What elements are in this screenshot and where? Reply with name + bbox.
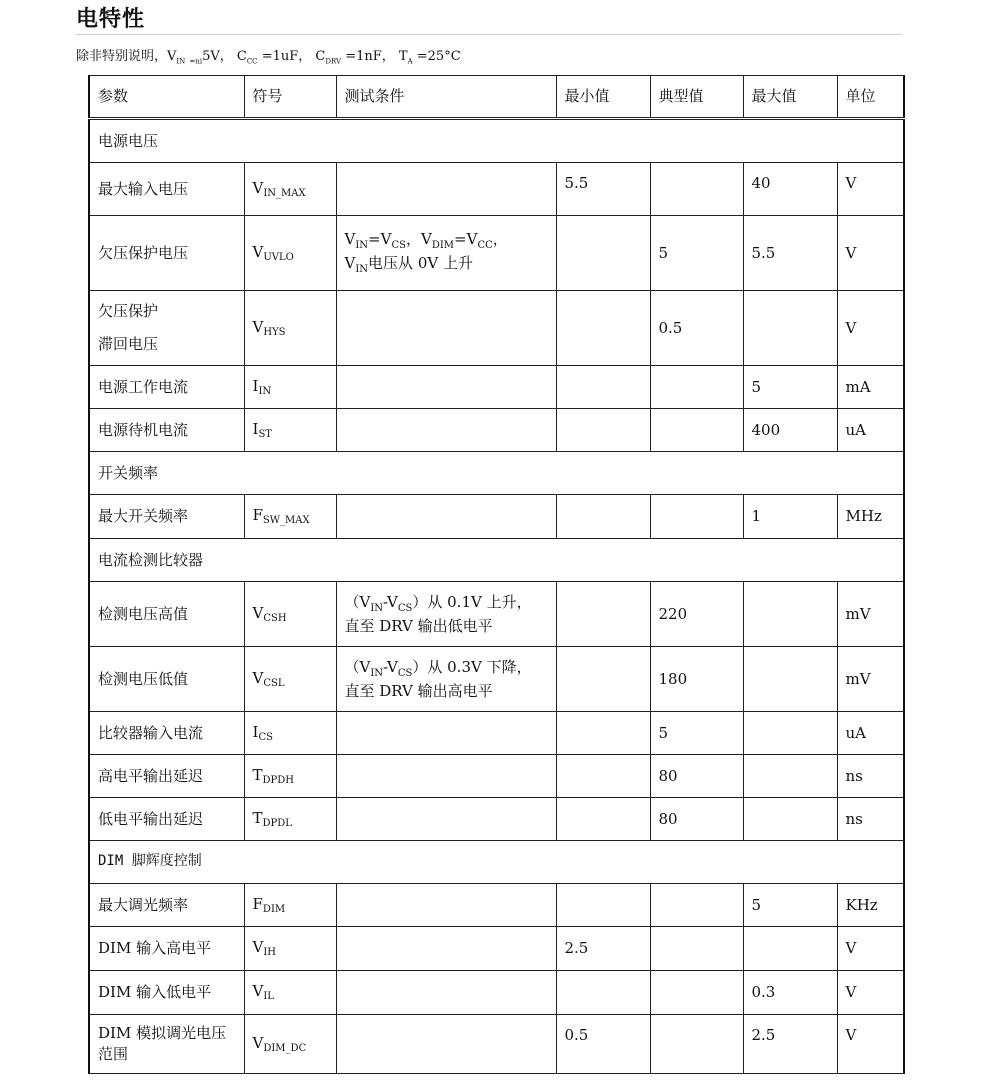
max-cell: 400 <box>743 409 837 452</box>
typ-cell: 5 <box>650 712 743 755</box>
unit-cell: V <box>837 291 904 366</box>
max-cell <box>743 712 837 755</box>
max-cell <box>743 291 837 366</box>
symbol-cell: $V_{DIM\_DC}$ <box>244 1015 336 1074</box>
test-conditions-note: 除非特别说明，$V_{IN}$ $_{=ni}$5V， $C_{CC} =1uF$， $C_{DRV} =1nF$， $T_A =25^\circ C$ <box>76 49 461 66</box>
symbol-cell: $T_{DPDH}$ <box>244 755 336 798</box>
typ-cell: 5 <box>650 216 743 291</box>
unit-cell: mA <box>837 366 904 409</box>
typ-cell: 220 <box>650 582 743 647</box>
header-condition: 测试条件 <box>336 76 556 119</box>
unit-cell: ns <box>837 798 904 841</box>
header-min: 最小值 <box>556 76 650 119</box>
typ-cell <box>650 927 743 971</box>
table-row <box>89 647 904 712</box>
condition-cell <box>336 884 556 927</box>
param-cell: 电源待机电流 <box>89 409 244 452</box>
unit-cell: uA <box>837 712 904 755</box>
symbol-cell: $I_{CS}$ <box>244 712 336 755</box>
typ-cell <box>650 971 743 1015</box>
symbol-cell: $V_{IL}$ <box>244 971 336 1015</box>
unit-cell: V <box>837 216 904 291</box>
symbol-cell: $V_{IH}$ <box>244 927 336 971</box>
param-cell: DIM 输入低电平 <box>89 971 244 1015</box>
table-row <box>89 1015 904 1074</box>
min-cell <box>556 291 650 366</box>
condition-cell <box>336 495 556 539</box>
typ-cell: 80 <box>650 798 743 841</box>
symbol-cell: $V_{CSH}$ <box>244 582 336 647</box>
max-cell <box>743 647 837 712</box>
condition-cell <box>336 798 556 841</box>
condition-cell: $(V_{IN}-V_{CS})$从 0.1V 上升， 直至 DRV 输出低电平 <box>336 582 556 647</box>
typ-cell: 80 <box>650 755 743 798</box>
min-cell <box>556 495 650 539</box>
symbol-cell: $V_{CSL}$ <box>244 647 336 712</box>
section-row-dim <box>89 841 904 884</box>
max-cell: 5 <box>743 884 837 927</box>
max-cell <box>743 755 837 798</box>
table-row <box>89 971 904 1015</box>
typ-cell <box>650 366 743 409</box>
header-param: 参数 <box>89 76 244 119</box>
section-label: 电流检测比较器 <box>89 539 904 582</box>
max-cell: 2.5 <box>743 1015 837 1074</box>
unit-cell: uA <box>837 409 904 452</box>
table-row <box>89 163 904 216</box>
section-title: 电特性 <box>76 7 146 32</box>
typ-cell: 0.5 <box>650 291 743 366</box>
min-cell <box>556 216 650 291</box>
table-row <box>89 798 904 841</box>
table-row <box>89 409 904 452</box>
max-cell: 1 <box>743 495 837 539</box>
header-typ: 典型值 <box>650 76 743 119</box>
unit-cell: V <box>837 163 904 216</box>
param-cell: 高电平输出延迟 <box>89 755 244 798</box>
param-cell: 欠压保护 滞回电压 <box>89 291 244 366</box>
min-cell <box>556 366 650 409</box>
max-cell <box>743 582 837 647</box>
unit-cell: mV <box>837 647 904 712</box>
max-cell: 40 <box>743 163 837 216</box>
table-row <box>89 712 904 755</box>
min-cell <box>556 884 650 927</box>
table-row <box>89 495 904 539</box>
section-label: DIM 脚辉度控制 <box>89 841 904 884</box>
max-cell <box>743 927 837 971</box>
param-cell: 比较器输入电流 <box>89 712 244 755</box>
param-cell: DIM 模拟调光电压范围 <box>89 1015 244 1074</box>
symbol-cell: $F_{SW\_MAX}$ <box>244 495 336 539</box>
table-row <box>89 755 904 798</box>
min-cell: 5.5 <box>556 163 650 216</box>
symbol-cell: $T_{DPDL}$ <box>244 798 336 841</box>
condition-cell: $(V_{IN}-V_{CS})$从 0.3V 下降， 直至 DRV 输出高电平 <box>336 647 556 712</box>
table-row <box>89 582 904 647</box>
min-cell <box>556 409 650 452</box>
electrical-characteristics-table <box>88 75 905 1074</box>
section-row-switch <box>89 452 904 495</box>
section-row-comparator <box>89 539 904 582</box>
symbol-cell: $F_{DIM}$ <box>244 884 336 927</box>
min-cell <box>556 971 650 1015</box>
table-row <box>89 927 904 971</box>
condition-cell <box>336 1015 556 1074</box>
section-label: 电源电压 <box>89 119 904 163</box>
min-cell <box>556 647 650 712</box>
min-cell <box>556 755 650 798</box>
typ-cell: 180 <box>650 647 743 712</box>
header-symbol: 符号 <box>244 76 336 119</box>
condition-cell <box>336 163 556 216</box>
unit-cell: V <box>837 971 904 1015</box>
param-cell: 欠压保护电压 <box>89 216 244 291</box>
condition-cell <box>336 927 556 971</box>
section-label: 开关频率 <box>89 452 904 495</box>
table-row <box>89 366 904 409</box>
max-cell: 5 <box>743 366 837 409</box>
param-cell: 电源工作电流 <box>89 366 244 409</box>
title-divider <box>76 34 902 35</box>
unit-cell: ns <box>837 755 904 798</box>
typ-cell <box>650 495 743 539</box>
typ-cell <box>650 1015 743 1074</box>
typ-cell <box>650 884 743 927</box>
symbol-cell: $I_{ST}$ <box>244 409 336 452</box>
header-max: 最大值 <box>743 76 837 119</box>
symbol-cell: $I_{IN}$ <box>244 366 336 409</box>
param-cell: 最大输入电压 <box>89 163 244 216</box>
param-cell: 检测电压低值 <box>89 647 244 712</box>
param-cell: 低电平输出延迟 <box>89 798 244 841</box>
min-cell <box>556 798 650 841</box>
param-cell: DIM 输入高电平 <box>89 927 244 971</box>
table-row <box>89 291 904 366</box>
header-unit: 单位 <box>837 76 904 119</box>
unit-cell: MHz <box>837 495 904 539</box>
param-cell: 最大开关频率 <box>89 495 244 539</box>
condition-cell <box>336 291 556 366</box>
min-cell <box>556 712 650 755</box>
typ-cell <box>650 163 743 216</box>
unit-cell: mV <box>837 582 904 647</box>
condition-cell: $V_{IN}=V_{CS}$，$V_{DIM}=V_{CC}$， $V_{IN}$电压从 0V 上升 <box>336 216 556 291</box>
min-cell <box>556 582 650 647</box>
unit-cell: KHz <box>837 884 904 927</box>
table-row <box>89 884 904 927</box>
condition-cell <box>336 366 556 409</box>
condition-cell <box>336 971 556 1015</box>
condition-cell <box>336 712 556 755</box>
min-cell: 0.5 <box>556 1015 650 1074</box>
max-cell: 5.5 <box>743 216 837 291</box>
unit-cell: V <box>837 1015 904 1074</box>
symbol-cell: $V_{IN\_MAX}$ <box>244 163 336 216</box>
max-cell: 0.3 <box>743 971 837 1015</box>
unit-cell: V <box>837 927 904 971</box>
max-cell <box>743 798 837 841</box>
typ-cell <box>650 409 743 452</box>
symbol-cell: $V_{UVLO}$ <box>244 216 336 291</box>
condition-cell <box>336 409 556 452</box>
min-cell: 2.5 <box>556 927 650 971</box>
condition-cell <box>336 755 556 798</box>
symbol-cell: $V_{HYS}$ <box>244 291 336 366</box>
table-row <box>89 216 904 291</box>
table-header-row <box>89 76 904 119</box>
param-cell: 最大调光频率 <box>89 884 244 927</box>
section-row-power <box>89 119 904 163</box>
param-cell: 检测电压高值 <box>89 582 244 647</box>
